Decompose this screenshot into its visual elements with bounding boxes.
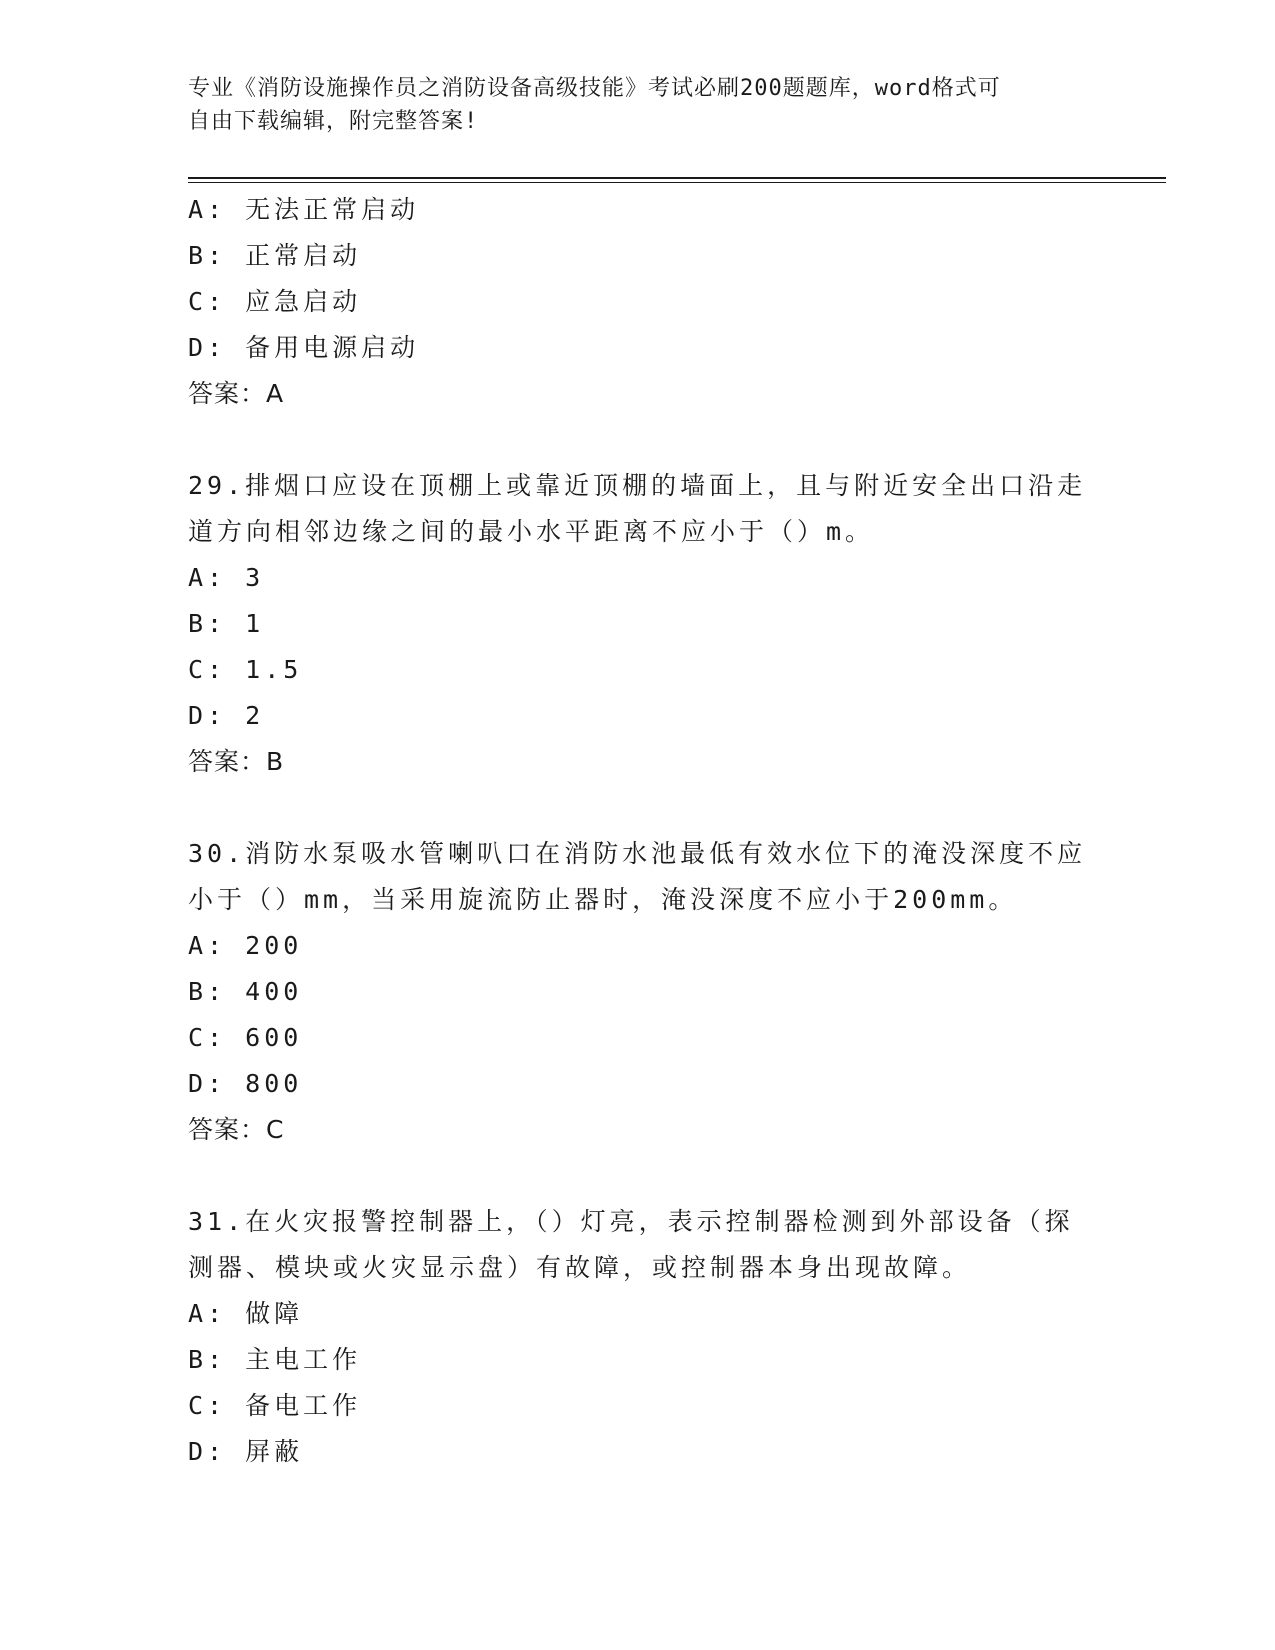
question-31 [188, 1199, 1088, 1475]
header-title-line-1: 专业《消防设施操作员之消防设备高级技能》考试必刷200题题库，word格式可 [188, 76, 1001, 101]
question-text-line-1: 31.在火灾报警控制器上，（）灯亮，表示控制器检测到外部设备（探 [188, 1207, 1074, 1236]
option-c: C: 应急启动 [188, 287, 362, 316]
option-d: D: 2 [188, 701, 265, 730]
option-a: A: 做障 [188, 1299, 304, 1328]
question-text-line-2: 测器、模块或火灾显示盘）有故障，或控制器本身出现故障。 [188, 1253, 972, 1282]
option-d: D: 备用电源启动 [188, 333, 420, 362]
question-text-line-1: 30.消防水泵吸水管喇叭口在消防水池最低有效水位下的淹没深度不应 [188, 839, 1087, 868]
header-title-line-2: 自由下载编辑，附完整答案! [188, 109, 479, 134]
option-c: C: 600 [188, 1023, 303, 1052]
question-list [188, 187, 1088, 1475]
question-text-line-2: 小于（）mm，当采用旋流防止器时，淹没深度不应小于200mm。 [188, 885, 1018, 914]
question-text-line-1: 29.排烟口应设在顶棚上或靠近顶棚的墙面上，且与附近安全出口沿走 [188, 471, 1087, 500]
option-c: C: 1.5 [188, 655, 303, 684]
header-divider [188, 177, 1166, 183]
option-a: A: 3 [188, 563, 265, 592]
answer-line: 答案：A [188, 379, 285, 408]
option-c: C: 备电工作 [188, 1391, 362, 1420]
question-29 [188, 463, 1088, 785]
option-a: A: 无法正常启动 [188, 195, 420, 224]
option-b: B: 主电工作 [188, 1345, 362, 1374]
question-28-continued [188, 187, 1088, 417]
option-b: B: 正常启动 [188, 241, 362, 270]
option-a: A: 200 [188, 931, 303, 960]
document-header [188, 72, 1088, 138]
option-d: D: 屏蔽 [188, 1437, 304, 1466]
question-30 [188, 831, 1088, 1153]
question-text-line-2: 道方向相邻边缘之间的最小水平距离不应小于（）m。 [188, 517, 875, 546]
option-d: D: 800 [188, 1069, 303, 1098]
answer-line: 答案：C [188, 1115, 285, 1144]
option-b: B: 400 [188, 977, 303, 1006]
option-b: B: 1 [188, 609, 265, 638]
answer-line: 答案：B [188, 747, 285, 776]
